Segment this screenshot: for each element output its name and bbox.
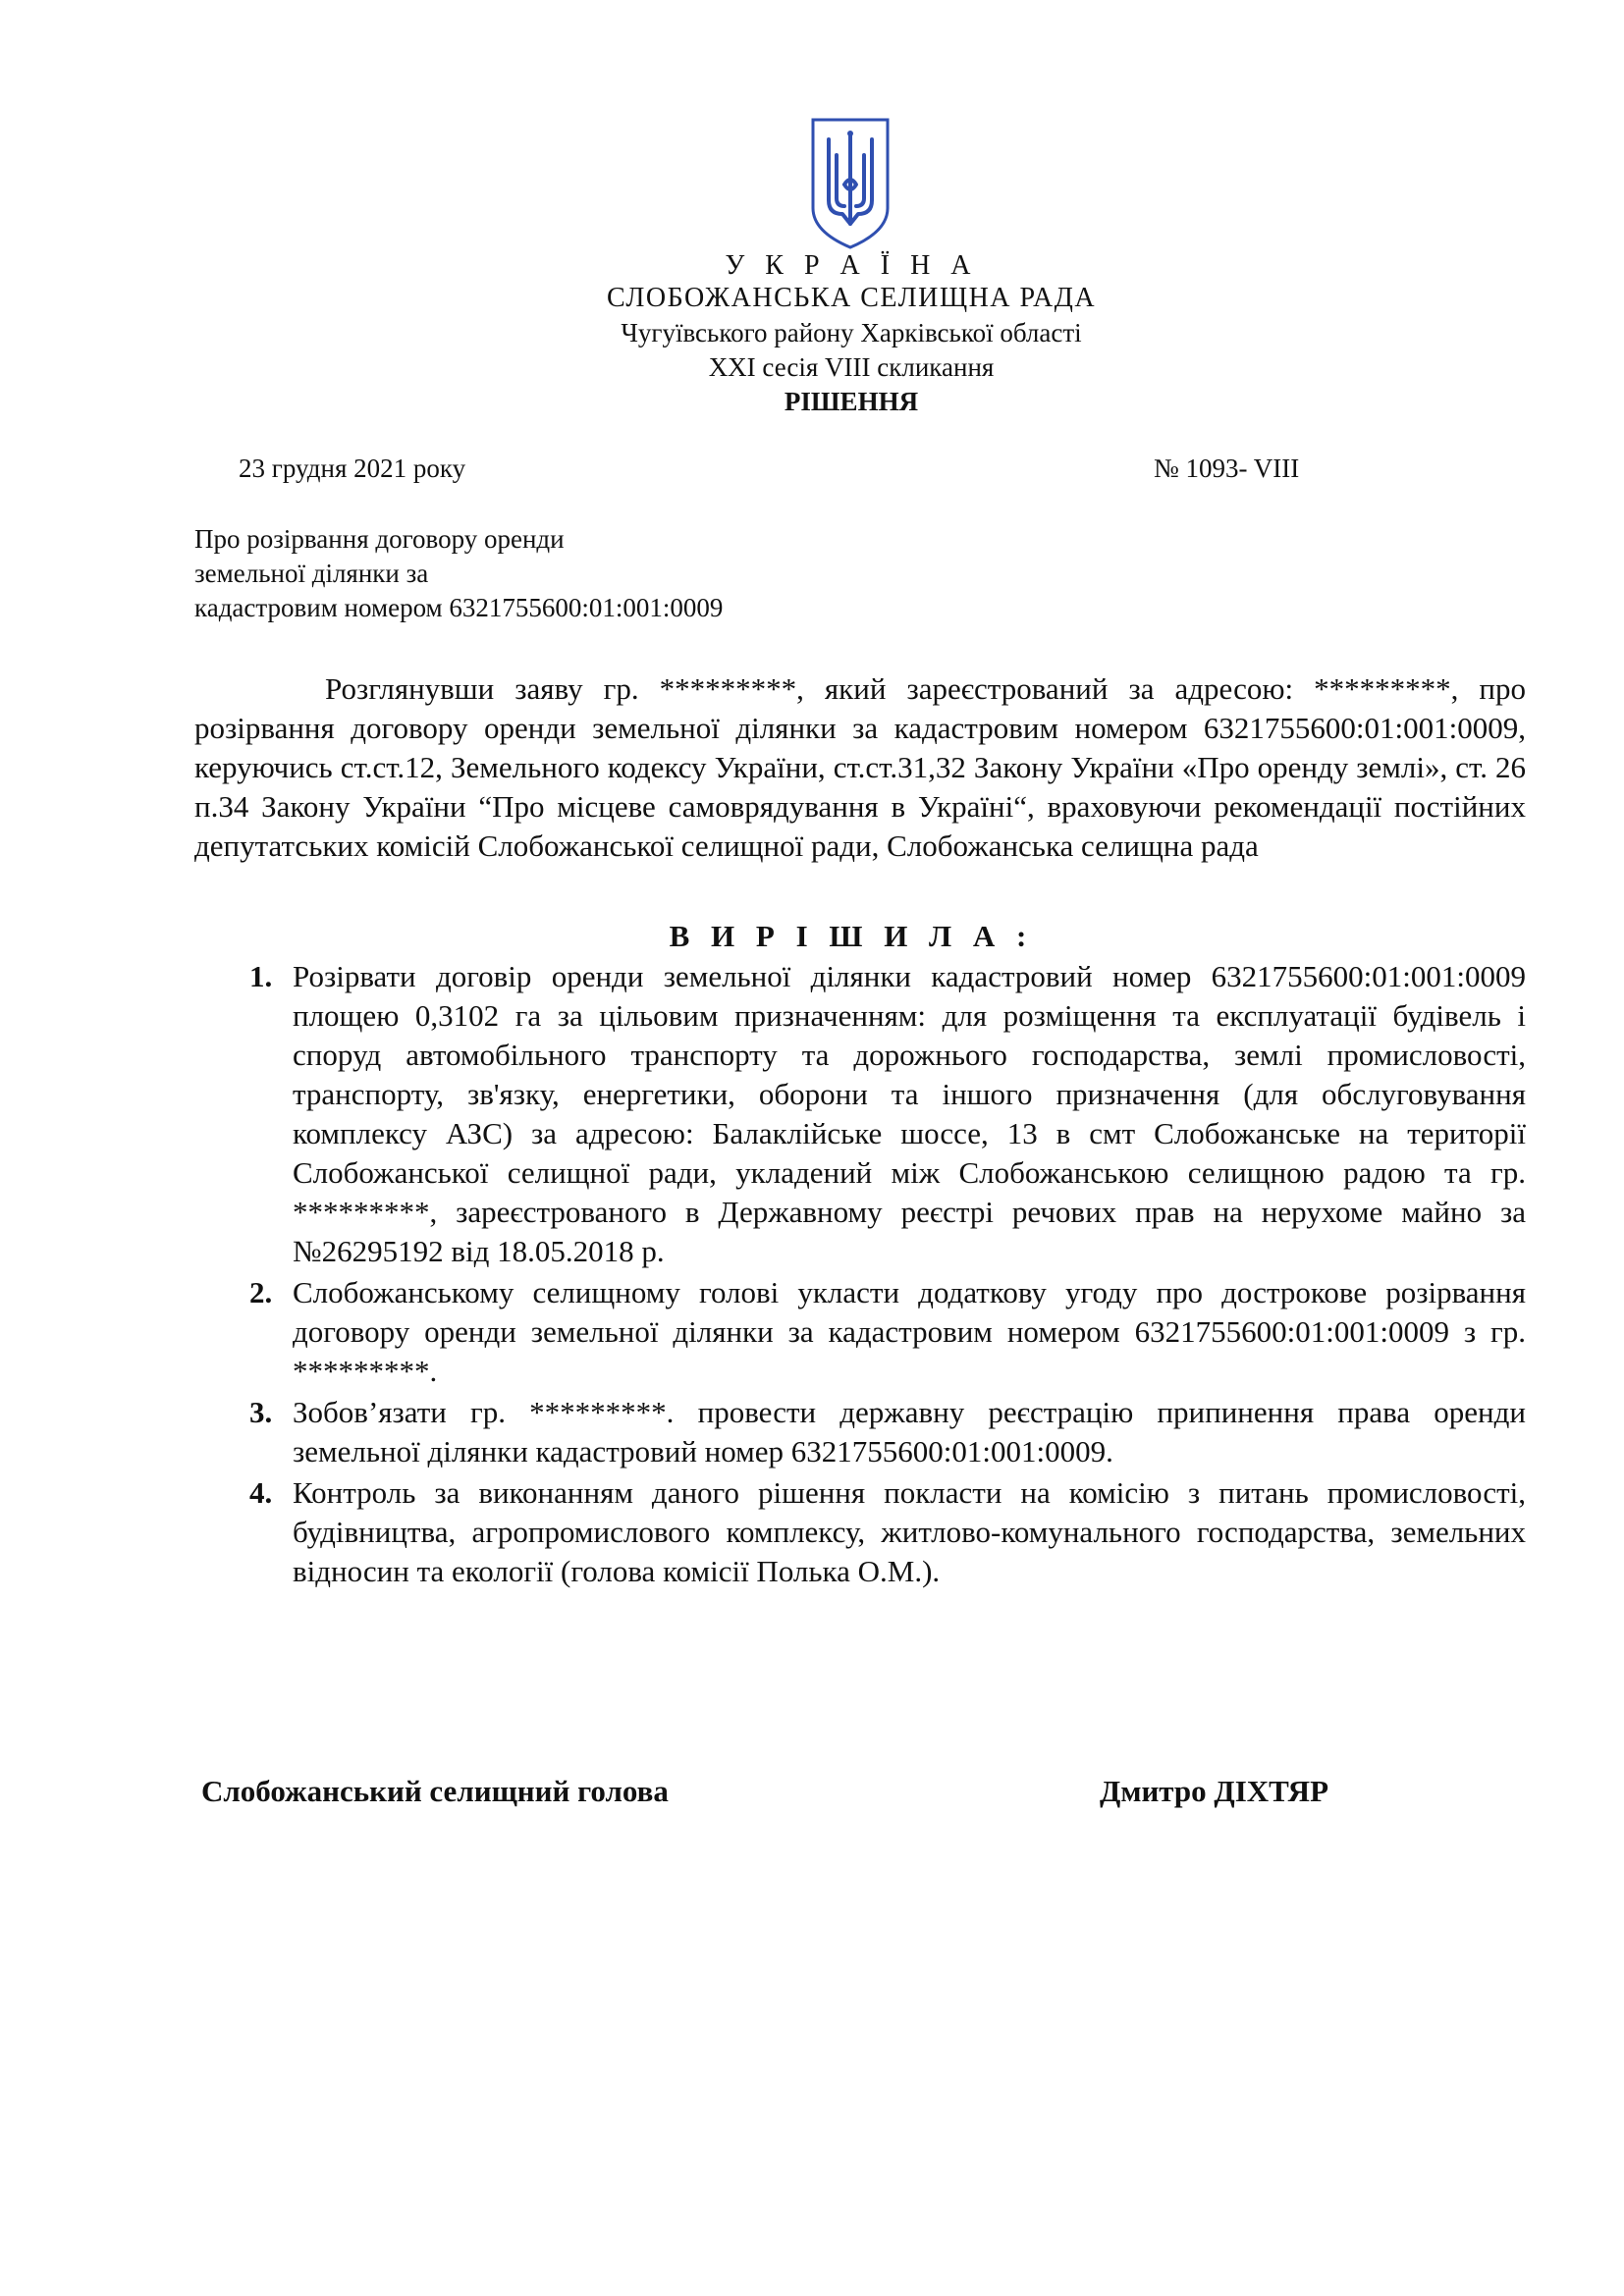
header-council: СЛОБОЖАНСЬКА СЕЛИЩНА РАДА xyxy=(606,283,1097,313)
resolution-item xyxy=(194,1393,1526,1471)
subject-line: кадастровим номером 6321755600:01:001:0009 xyxy=(194,593,724,622)
resolution-item xyxy=(194,1273,1526,1391)
resolved-heading: В И Р І Ш И Л А : xyxy=(669,919,1034,953)
item-number: 1. xyxy=(249,959,273,993)
resolution-item xyxy=(194,957,1526,1271)
header-district: Чугуївського району Харківської області xyxy=(621,318,1082,347)
decision-number: № 1093- VIII xyxy=(1154,454,1300,483)
item-text: Розірвати договір оренди земельної ділянки кадастровий номер 6321755600:01:001:0009 площею 0,3102 га за цільовим призначенням: для розміщення та експлуатації будівель і споруд автомобільного транспорту та дорожнього господарства, землі промисловості, транспорту, зв'язку, енергетики, оборони та іншого призначення (для обслуговування комплексу АЗС) за адресою: Балаклійське шоссе, 13 в смт Слобожанське на території Слобожанської селищної ради, укладений між Слобожанською селищною радою та гр. *********, зареєстрованого в Державному реєстрі речових прав на нерухоме майно за №26295192 від 18.05.2018 р. xyxy=(293,959,1526,1268)
header-decision: РІШЕННЯ xyxy=(784,387,919,416)
decision-date: 23 грудня 2021 року xyxy=(239,454,466,483)
item-number: 4. xyxy=(249,1475,273,1510)
item-text: Слобожанському селищному голові укласти додаткову угоду про дострокове розірвання договору оренди земельної ділянки за кадастровим номером 6321755600:01:001:0009 з гр. *********. xyxy=(293,1275,1526,1388)
item-number: 3. xyxy=(249,1395,273,1429)
item-text: Зобов’язати гр. *********. провести державну реєстрацію припинення права оренди земельної ділянки кадастровий номер 6321755600:01:001:0009. xyxy=(293,1395,1526,1468)
intro-paragraph: Розглянувши заяву гр. *********, який зареєстрований за адресою: *********, про розірвання договору оренди земельної ділянки за кадастровим номером 6321755600:01:001:0009, керуючись ст.ст.12, Земельного кодексу України, ст.ст.31,32 Закону України «Про оренду землі», ст. 26 п.34 Закону України “Про місцеве самоврядування в Україні“, враховуючи рекомендації постійних депутатських комісій Слобожанської селищної ради, Слобожанська селищна рада xyxy=(194,671,1526,863)
coat-of-arms-icon xyxy=(809,116,892,251)
signature-name: Дмитро ДІХТЯР xyxy=(1100,1774,1328,1808)
decision-subject xyxy=(194,522,723,625)
header-session: XXI сесія VIII скликання xyxy=(708,352,995,382)
item-number: 2. xyxy=(249,1275,273,1309)
subject-line: земельної ділянки за xyxy=(194,559,429,588)
header-country: У К Р А Ї Н А xyxy=(725,250,978,281)
signature-position: Слобожанський селищний голова xyxy=(201,1774,669,1808)
resolution-item xyxy=(194,1473,1526,1591)
subject-line: Про розірвання договору оренди xyxy=(194,524,565,554)
item-text: Контроль за виконанням даного рішення покласти на комісію з питань промисловості, будівництва, агропромислового комплексу, житлово-комунального господарства, земельних відносин та екології (голова комісії Полька О.М.). xyxy=(293,1475,1526,1588)
resolution-items xyxy=(194,957,1526,1593)
